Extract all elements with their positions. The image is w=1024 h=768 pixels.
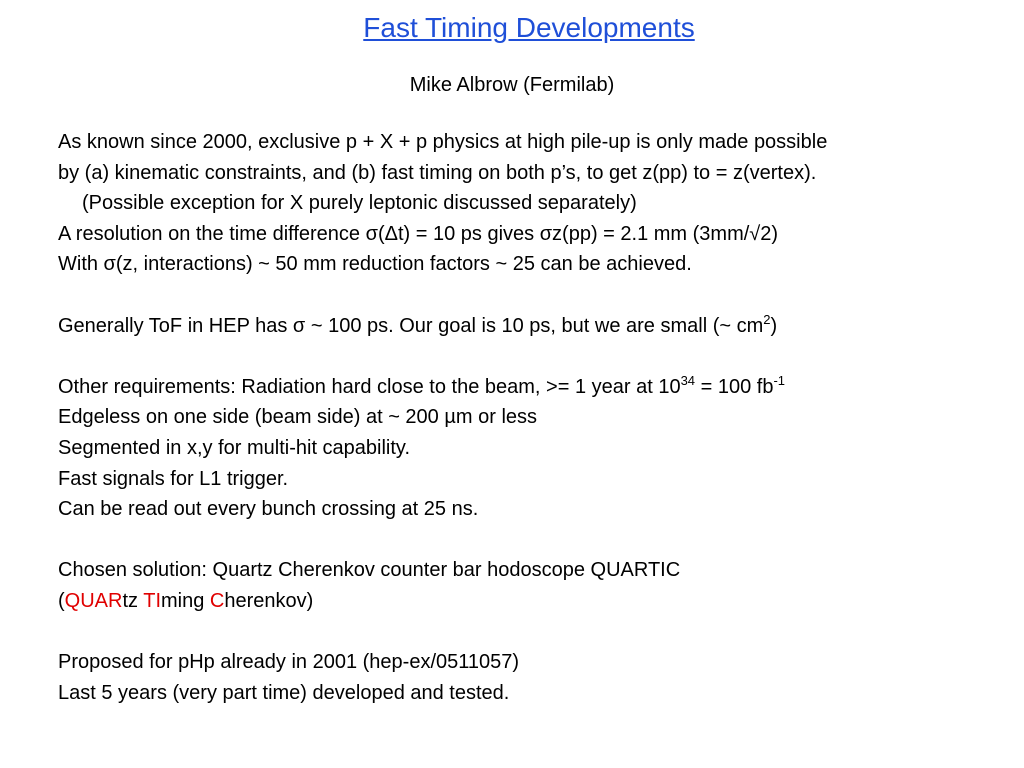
resolution-line-2: With σ(z, interactions) ~ 50 mm reduction factors ~ 25 can be achieved.	[58, 253, 692, 276]
requirements-line-1	[58, 372, 1018, 403]
tof-text: Generally ToF in HEP has σ ~ 100 ps. Our goal is 10 ps, but we are small (~ cm	[58, 314, 764, 337]
slide-title: Fast Timing Developments	[363, 12, 695, 43]
author-line: Mike Albrow (Fermilab)	[409, 74, 615, 96]
slide-body	[58, 127, 1018, 708]
resolution-line-1: A resolution on the time difference σ(Δt) = 10 ps gives σz(pp) = 2.1 mm (3mm/√2)	[58, 222, 779, 245]
exponent-34: 34	[680, 372, 696, 388]
acronym-quar: QUAR	[64, 589, 123, 612]
requirements-text-a: Other requirements: Radiation hard close to the beam, >= 1 year at 10	[58, 375, 681, 398]
spacer	[58, 280, 1018, 311]
solution-line-2	[58, 586, 1018, 617]
intro-line-2: by (a) kinematic constraints, and (b) fast timing on both p’s, to get z(pp) to = z(vertex).	[58, 161, 817, 184]
tof-superscript: 2	[763, 311, 771, 327]
acronym-c: C	[209, 589, 225, 612]
requirements-line-4: Fast signals for L1 trigger.	[58, 467, 289, 490]
spacer	[58, 525, 1018, 556]
spacer	[58, 341, 1018, 372]
requirements-line-2: Edgeless on one side (beam side) at ~ 200 µm or less	[58, 406, 538, 429]
solution-line-1: Chosen solution: Quartz Cherenkov counter bar hodoscope QUARTIC	[58, 559, 681, 582]
exponent-minus-1: -1	[773, 372, 786, 388]
acronym-herenkov: herenkov)	[224, 589, 314, 612]
paren-open: (	[58, 589, 65, 612]
acronym-ming: ming	[161, 589, 210, 612]
acronym-ti: TI	[143, 589, 162, 612]
spacer	[58, 617, 1018, 648]
requirements-line-5: Can be read out every bunch crossing at 25 ns.	[58, 498, 479, 521]
tof-close: )	[770, 314, 778, 337]
history-line-1: Proposed for pHp already in 2001 (hep-ex/0511057)	[58, 651, 520, 674]
intro-line-1: As known since 2000, exclusive p + X + p physics at high pile-up is only made possible	[58, 131, 828, 153]
tof-line	[58, 311, 1018, 342]
requirements-line-3: Segmented in x,y for multi-hit capability.	[58, 436, 411, 459]
acronym-tz: tz	[122, 589, 144, 612]
intro-line-3: (Possible exception for X purely leptonic discussed separately)	[82, 192, 637, 215]
requirements-text-b: = 100 fb	[695, 375, 774, 398]
history-line-2: Last 5 years (very part time) developed and tested.	[58, 681, 510, 704]
